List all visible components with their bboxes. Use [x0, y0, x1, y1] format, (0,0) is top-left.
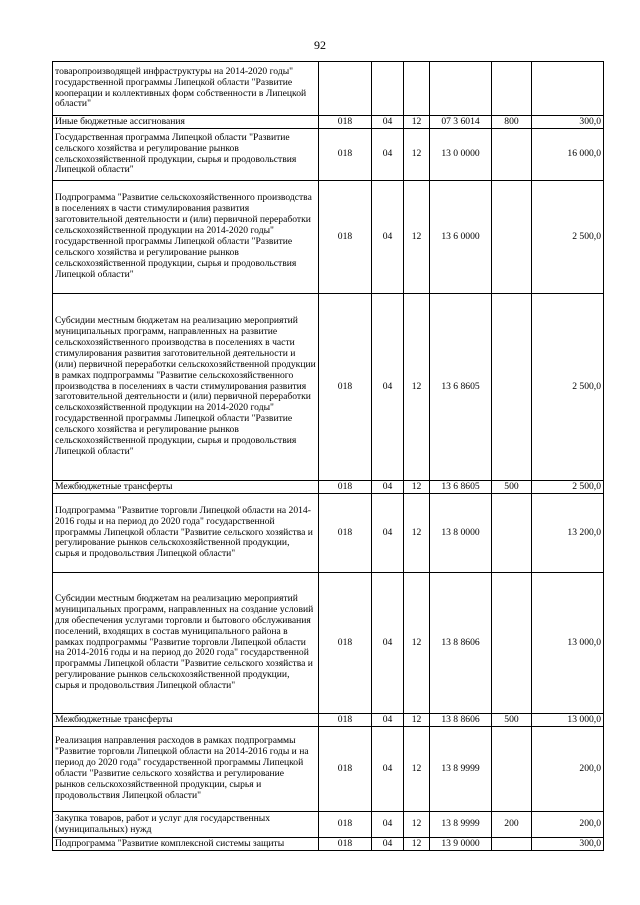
cell-admin: 018 — [319, 181, 372, 294]
page-number: 92 — [314, 38, 326, 52]
cell-podrazdel: 12 — [404, 573, 430, 714]
table-row — [53, 573, 604, 714]
cell-target: 13 9 0000 — [430, 838, 492, 851]
cell-vid — [492, 727, 532, 812]
cell-name: Межбюджетные трансферты — [53, 714, 319, 727]
cell-name: Закупка товаров, работ и услуг для государственных (муниципальных) нужд — [53, 812, 319, 838]
cell-target: 13 6 8605 — [430, 294, 492, 481]
cell-razdel: 04 — [372, 294, 404, 481]
cell-razdel: 04 — [372, 481, 404, 494]
cell-name: Межбюджетные трансферты — [53, 481, 319, 494]
cell-sum: 16 000,0 — [532, 129, 604, 181]
cell-admin: 018 — [319, 481, 372, 494]
cell-sum: 13 200,0 — [532, 494, 604, 573]
cell-target: 13 8 9999 — [430, 812, 492, 838]
cell-sum: 200,0 — [532, 812, 604, 838]
table-row — [53, 714, 604, 727]
cell-razdel — [372, 62, 404, 116]
cell-name: товаропроизводящей инфраструктуры на 2014-2020 годы" государственной программы Липецкой области "Развитие кооперации и коллективных форм собственности в Липецкой области" — [53, 62, 319, 116]
cell-admin: 018 — [319, 812, 372, 838]
cell-razdel: 04 — [372, 129, 404, 181]
cell-vid: 500 — [492, 481, 532, 494]
cell-razdel: 04 — [372, 116, 404, 129]
cell-vid — [492, 838, 532, 851]
table-row — [53, 181, 604, 294]
cell-podrazdel: 12 — [404, 812, 430, 838]
cell-sum: 2 500,0 — [532, 294, 604, 481]
cell-sum: 13 000,0 — [532, 714, 604, 727]
cell-podrazdel: 12 — [404, 714, 430, 727]
table-row — [53, 838, 604, 851]
cell-sum: 2 500,0 — [532, 481, 604, 494]
cell-name: Субсидии местным бюджетам на реализацию мероприятий муниципальных программ, направленных на развитие сельскохозяйственного производства в поселениях в части стимулирования развития заготовительной деятельности и (или) первичной переработки сельскохозяйственной продукции в рамках подпрограммы "Развитие сельскохозяйственного производства в поселениях в части стимулирования развития заготовительной деятельности и (или) первичной переработки сельскохозяйственной продукции на 2014-2020 годы" государственной программы Липецкой области "Развитие сельского хозяйства и регулирование рынков сельскохозяйственной продукции, сырья и продовольствия Липецкой области" — [53, 294, 319, 481]
cell-vid: 200 — [492, 812, 532, 838]
cell-razdel: 04 — [372, 494, 404, 573]
cell-vid — [492, 294, 532, 481]
cell-target: 13 8 0000 — [430, 494, 492, 573]
cell-target — [430, 62, 492, 116]
cell-name: Подпрограмма "Развитие торговли Липецкой области на 2014-2016 годы и на период до 2020 года" государственной программы Липецкой области "Развитие сельского хозяйства и регулирование рынков сельскохозяйственной продукции, сырья и продовольствия Липецкой области" — [53, 494, 319, 573]
cell-vid — [492, 181, 532, 294]
cell-target: 13 6 8605 — [430, 481, 492, 494]
cell-podrazdel: 12 — [404, 727, 430, 812]
cell-podrazdel: 12 — [404, 116, 430, 129]
table-row — [53, 727, 604, 812]
cell-sum: 2 500,0 — [532, 181, 604, 294]
table-row — [53, 481, 604, 494]
cell-admin: 018 — [319, 494, 372, 573]
cell-vid — [492, 494, 532, 573]
cell-admin: 018 — [319, 573, 372, 714]
table-row — [53, 116, 604, 129]
cell-podrazdel: 12 — [404, 494, 430, 573]
table-row — [53, 129, 604, 181]
cell-sum: 300,0 — [532, 116, 604, 129]
cell-admin: 018 — [319, 294, 372, 481]
cell-admin: 018 — [319, 727, 372, 812]
cell-podrazdel: 12 — [404, 838, 430, 851]
cell-target: 13 6 0000 — [430, 181, 492, 294]
cell-admin — [319, 62, 372, 116]
cell-razdel: 04 — [372, 181, 404, 294]
budget-table-body — [53, 62, 604, 851]
cell-vid — [492, 573, 532, 714]
cell-vid — [492, 62, 532, 116]
cell-name: Реализация направления расходов в рамках подпрограммы "Развитие торговли Липецкой области на 2014-2016 годы и на период до 2020 года" государственной программы Липецкой области "Развитие сельского хозяйства и регулирование рынков сельскохозяйственной продукции, сырья и продовольствия Липецкой области" — [53, 727, 319, 812]
cell-target: 13 8 8606 — [430, 573, 492, 714]
cell-razdel: 04 — [372, 573, 404, 714]
cell-admin: 018 — [319, 838, 372, 851]
cell-razdel: 04 — [372, 727, 404, 812]
cell-name: Подпрограмма "Развитие комплексной системы защиты — [53, 838, 319, 851]
cell-podrazdel: 12 — [404, 481, 430, 494]
cell-razdel: 04 — [372, 838, 404, 851]
cell-admin: 018 — [319, 129, 372, 181]
cell-target: 13 8 8606 — [430, 714, 492, 727]
table-row — [53, 812, 604, 838]
table-row — [53, 62, 604, 116]
cell-sum: 13 000,0 — [532, 573, 604, 714]
cell-podrazdel: 12 — [404, 294, 430, 481]
cell-vid: 500 — [492, 714, 532, 727]
cell-target: 13 8 9999 — [430, 727, 492, 812]
cell-admin: 018 — [319, 714, 372, 727]
cell-name: Субсидии местным бюджетам на реализацию мероприятий муниципальных программ, направленных на создание условий для обеспечения услугами торговли и бытового обслуживания поселений, входящих в состав муниципального района в рамках подпрограммы "Развитие торговли Липецкой области на 2014-2016 годы и на период до 2020 года" государственной программы Липецкой области "Развитие сельского хозяйства и регулирование рынков сельскохозяйственной продукции, сырья и продовольствия Липецкой области" — [53, 573, 319, 714]
cell-vid: 800 — [492, 116, 532, 129]
cell-vid — [492, 129, 532, 181]
table-row — [53, 494, 604, 573]
cell-sum — [532, 62, 604, 116]
cell-target: 13 0 0000 — [430, 129, 492, 181]
cell-podrazdel: 12 — [404, 181, 430, 294]
cell-name: Подпрограмма "Развитие сельскохозяйственного производства в поселениях в части стимулирования развития заготовительной деятельности и (или) первичной переработки сельскохозяйственной продукции на 2014-2020 годы" государственной программы Липецкой области "Развитие сельского хозяйства и регулирование рынков сельскохозяйственной продукции, сырья и продовольствия Липецкой области" — [53, 181, 319, 294]
cell-name: Иные бюджетные ассигнования — [53, 116, 319, 129]
cell-admin: 018 — [319, 116, 372, 129]
table-row — [53, 294, 604, 481]
cell-target: 07 3 6014 — [430, 116, 492, 129]
cell-sum: 200,0 — [532, 727, 604, 812]
cell-podrazdel: 12 — [404, 129, 430, 181]
cell-podrazdel — [404, 62, 430, 116]
cell-razdel: 04 — [372, 812, 404, 838]
cell-sum: 300,0 — [532, 838, 604, 851]
cell-razdel: 04 — [372, 714, 404, 727]
budget-table — [52, 61, 604, 851]
cell-name: Государственная программа Липецкой области "Развитие сельского хозяйства и регулирование рынков сельскохозяйственной продукции, сырья и продовольствия Липецкой области" — [53, 129, 319, 181]
